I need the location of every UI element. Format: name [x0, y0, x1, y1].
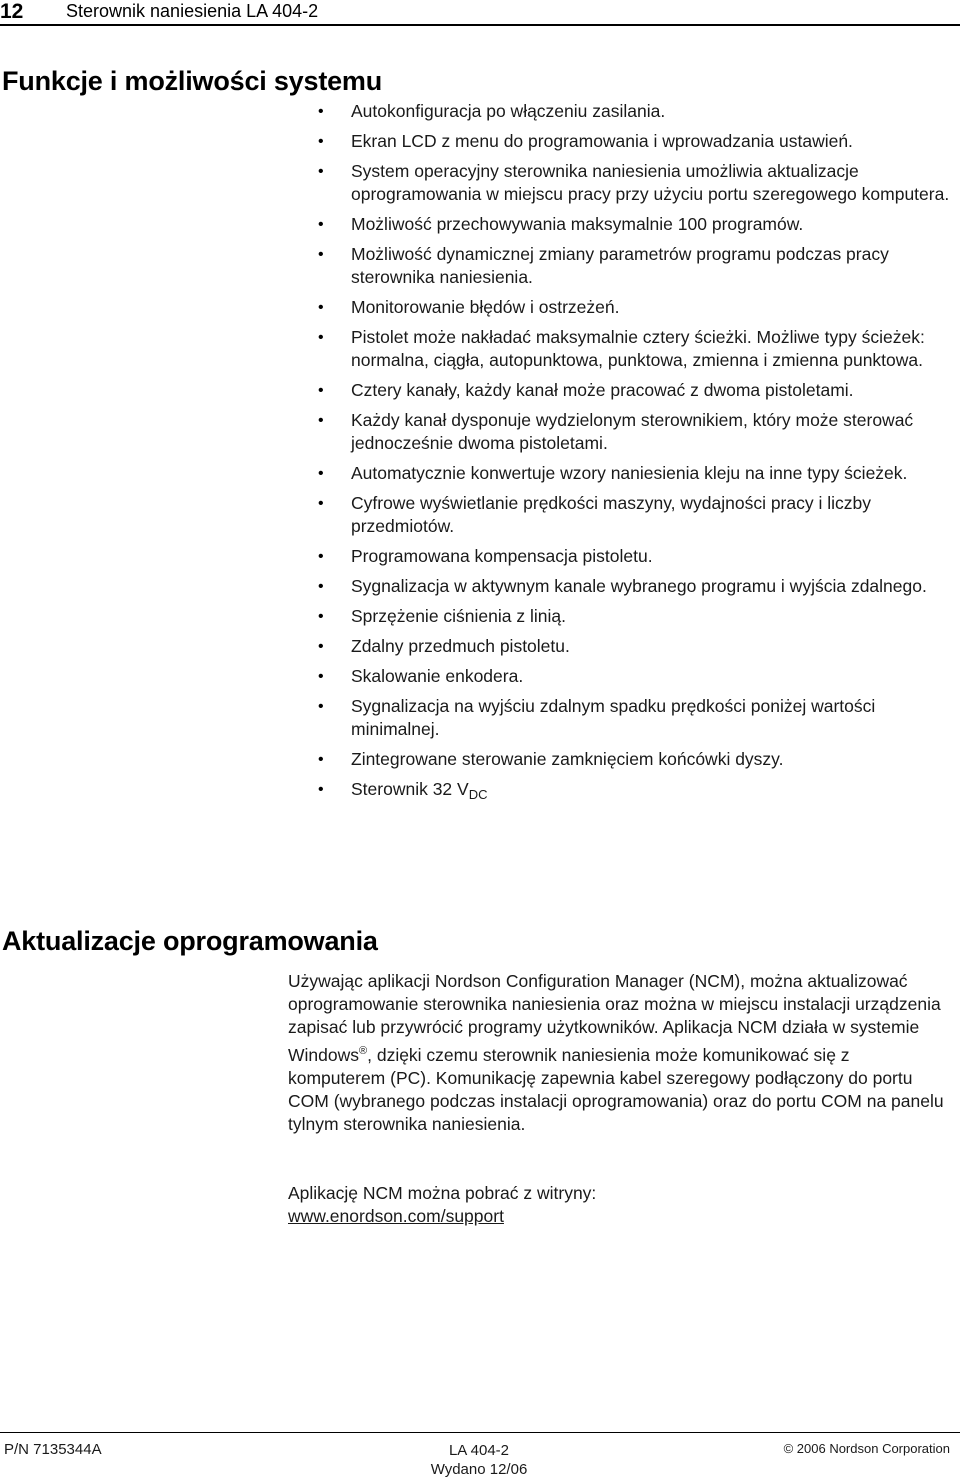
bullet-icon: •: [318, 163, 324, 180]
list-item-text: Każdy kanał dysponuje wydzielonym sterownikiem, który może sterować jednocześnie dwoma pistoletami.: [351, 410, 914, 453]
list-item-text: Ekran LCD z menu do programowania i wprowadzania ustawień.: [351, 131, 853, 151]
support-link[interactable]: www.enordson.com/support: [288, 1206, 504, 1227]
bullet-icon: •: [318, 548, 324, 565]
list-item-text: Pistolet może nakładać maksymalnie cztery ścieżki. Możliwe typy ścieżek: normalna, ciągła, autopunktowa, punktowa, zmienna i zmienna punktowa.: [351, 327, 925, 370]
registered-trademark-icon: ®: [359, 1044, 368, 1057]
list-item-text: Autokonfiguracja po włączeniu zasilania.: [351, 101, 666, 121]
list-item-text: Cyfrowe wyświetlanie prędkości maszyny, wydajności pracy i liczby przedmiotów.: [351, 493, 871, 536]
paragraph-text-a: Używając aplikacji Nordson Configuration Manager (NCM), można aktualizować oprogramowanie sterownika naniesienia oraz można w miejscu instalacji urządzenia zapisać lub przywrócić programy użytkowników. Aplikacja NCM działa w systemie Windows: [288, 971, 941, 1065]
list-item: [318, 296, 950, 319]
paragraph-text-b: , dzięki czemu sterownik naniesienia może komunikować się z komputerem (PC). Komunikację zapewnia kabel szeregowy podłączony do portu COM (wybranego podczas instalacji oprogramowania) oraz do portu COM na panelu tylnym sterownika naniesienia.: [288, 1044, 944, 1135]
bullet-icon: •: [318, 578, 324, 595]
model-label: LA 404-2: [448, 1442, 510, 1459]
bullet-icon: •: [318, 751, 324, 768]
page-header: [0, 0, 960, 26]
list-item-text: Sygnalizacja w aktywnym kanale wybranego programu i wyjścia zdalnego.: [351, 576, 927, 596]
ncm-description-paragraph: [288, 970, 950, 1136]
page-number: 12: [0, 0, 24, 23]
list-item-text: Programowana kompensacja pistoletu.: [351, 546, 653, 566]
bullet-icon: •: [318, 668, 324, 685]
list-item-text: Cztery kanały, każdy kanał może pracować z dwoma pistoletami.: [351, 380, 854, 400]
list-item: [318, 545, 950, 568]
bullet-icon: •: [318, 465, 324, 482]
download-paragraph: [288, 1182, 950, 1228]
voltage-subscript: DC: [468, 787, 488, 802]
bullet-icon: •: [318, 495, 324, 512]
bullet-icon: •: [318, 246, 324, 263]
list-item-text: Możliwość przechowywania maksymalnie 100 programów.: [351, 214, 804, 234]
header-rule: [0, 24, 960, 26]
edition-label: Wydano 12/06: [430, 1461, 528, 1478]
bullet-icon: •: [318, 698, 324, 715]
document-title: Sterownik naniesienia LA 404-2: [66, 1, 319, 21]
list-item-text: Skalowanie enkodera.: [351, 666, 524, 686]
list-item-text: System operacyjny sterownika naniesienia umożliwia aktualizacje oprogramowania w miejscu pracy przy użyciu portu szeregowego komputera.: [351, 161, 950, 204]
list-item: [318, 635, 950, 658]
list-item-text: Zdalny przedmuch pistoletu.: [351, 636, 570, 656]
list-item: [318, 695, 950, 741]
bullet-icon: •: [318, 638, 324, 655]
list-item: [318, 409, 950, 455]
list-item: [318, 379, 950, 402]
bullet-icon: •: [318, 608, 324, 625]
list-item-text: Automatycznie konwertuje wzory naniesienia kleju na inne typy ścieżek.: [351, 463, 908, 483]
bullet-icon: •: [318, 133, 324, 150]
list-item: [318, 462, 950, 485]
page-footer: [0, 1432, 960, 1480]
list-item-text: Monitorowanie błędów i ostrzeżeń.: [351, 297, 620, 317]
list-item: [318, 492, 950, 538]
section-title-features: Funkcje i możliwości systemu: [2, 66, 383, 96]
part-number: P/N 7135344A: [4, 1441, 102, 1458]
list-item: [318, 213, 950, 236]
list-item-text: Sterownik 32 V: [351, 779, 469, 799]
footer-rule: [0, 1432, 960, 1433]
list-item: [318, 748, 950, 771]
bullet-icon: •: [318, 299, 324, 316]
list-item: [318, 575, 950, 598]
list-item-text: Sygnalizacja na wyjściu zdalnym spadku prędkości poniżej wartości minimalnej.: [351, 696, 876, 739]
list-item-voltage: [318, 778, 950, 806]
list-item: [318, 605, 950, 628]
list-item: [318, 665, 950, 688]
bullet-icon: •: [318, 329, 324, 346]
bullet-icon: •: [318, 382, 324, 399]
list-item: [318, 100, 950, 123]
list-item: [318, 326, 950, 372]
footer-center: [420, 1441, 538, 1479]
list-item-text: Sprzężenie ciśnienia z linią.: [351, 606, 566, 626]
bullet-icon: •: [318, 412, 324, 429]
feature-list: [318, 100, 950, 813]
download-text: Aplikację NCM można pobrać z witryny:: [288, 1183, 597, 1203]
list-item-text: Możliwość dynamicznej zmiany parametrów programu podczas pracy sterownika naniesienia.: [351, 244, 889, 287]
list-item: [318, 160, 950, 206]
list-item: [318, 130, 950, 153]
list-item-text: Zintegrowane sterowanie zamknięciem końcówki dyszy.: [351, 749, 784, 769]
bullet-icon: •: [318, 216, 324, 233]
bullet-icon: •: [318, 103, 324, 120]
copyright-notice: © 2006 Nordson Corporation: [783, 1441, 950, 1456]
section-title-updates: Aktualizacje oprogramowania: [2, 926, 378, 956]
bullet-icon: •: [318, 781, 324, 798]
list-item: [318, 243, 950, 289]
